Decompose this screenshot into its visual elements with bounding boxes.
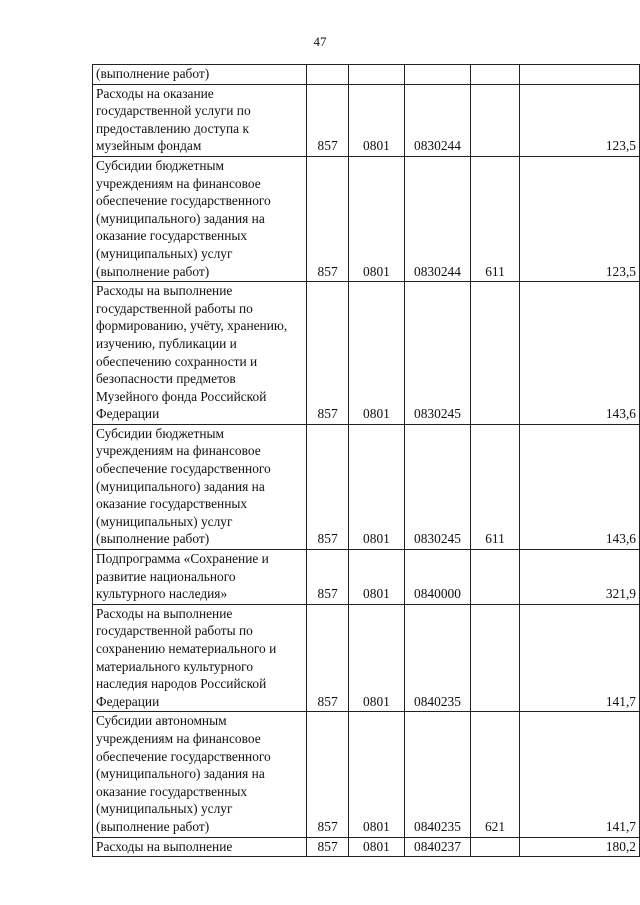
expense-type-cell xyxy=(470,282,519,425)
expense-name-line: развитие национального xyxy=(96,568,236,584)
expense-name-line: Субсидии автономным xyxy=(96,713,227,729)
expense-name-line: (выполнение работ) xyxy=(96,818,210,834)
expense-name-line: Расходы на выполнение xyxy=(96,283,233,299)
expense-name-line: безопасности предметов xyxy=(96,371,236,387)
amount-cell: 141,7 xyxy=(520,712,640,837)
expense-name-line: Расходы на выполнение xyxy=(96,605,233,621)
expense-name-line: Музейного фонда Российской xyxy=(96,388,267,404)
expense-type-cell xyxy=(470,550,519,605)
section-code-cell: 0801 xyxy=(348,712,404,837)
expense-name-line: обеспечение государственного xyxy=(96,461,271,477)
amount-cell: 123,5 xyxy=(520,156,640,281)
expense-name-line: формированию, учёту, хранению, xyxy=(96,318,288,334)
expense-name-line: учреждениям на финансовое xyxy=(96,175,261,191)
expense-type-cell xyxy=(470,604,519,712)
expense-type-cell: 621 xyxy=(470,712,519,837)
expense-name-line: оказание государственных xyxy=(96,228,248,244)
budget-table-body xyxy=(93,65,640,857)
expense-name-line: Расходы на оказание xyxy=(96,85,214,101)
expense-name-line: музейным фондам xyxy=(96,138,202,154)
expense-type-cell: 611 xyxy=(470,424,519,549)
expense-name-cell xyxy=(93,424,307,549)
department-code-cell: 857 xyxy=(307,282,349,425)
table-row xyxy=(93,424,640,549)
section-code-cell: 0801 xyxy=(348,156,404,281)
target-article-cell: 0840237 xyxy=(405,837,471,857)
expense-name-line: наследия народов Российской xyxy=(96,676,267,692)
amount-cell: 141,7 xyxy=(520,604,640,712)
expense-type-cell xyxy=(470,837,519,857)
section-code-cell: 0801 xyxy=(348,282,404,425)
department-code-cell: 857 xyxy=(307,84,349,156)
section-code-cell: 0801 xyxy=(348,604,404,712)
expense-name-cell xyxy=(93,712,307,837)
expense-name-line: Федерации xyxy=(96,406,160,422)
expense-name-cell xyxy=(93,84,307,156)
section-code-cell: 0801 xyxy=(348,424,404,549)
expense-name-line: обеспечение государственного xyxy=(96,748,271,764)
table-row xyxy=(93,837,640,857)
expense-name-line: государственной работы по xyxy=(96,300,253,316)
amount-cell xyxy=(520,65,640,85)
expense-name-line: материального культурного xyxy=(96,658,254,674)
target-article-cell: 0830244 xyxy=(405,84,471,156)
table-row xyxy=(93,712,640,837)
expense-name-cell xyxy=(93,837,307,857)
target-article-cell: 0830245 xyxy=(405,282,471,425)
expense-name-line: (выполнение работ) xyxy=(96,263,210,279)
amount-cell: 180,2 xyxy=(520,837,640,857)
expense-name-line: Подпрограмма «Сохранение и xyxy=(96,551,269,567)
expense-name-cell xyxy=(93,65,307,85)
table-row xyxy=(93,65,640,85)
expense-name-line: (муниципальных) услуг xyxy=(96,801,233,817)
department-code-cell: 857 xyxy=(307,156,349,281)
target-article-cell: 0840235 xyxy=(405,712,471,837)
expense-type-cell xyxy=(470,84,519,156)
expense-type-cell: 611 xyxy=(470,156,519,281)
department-code-cell xyxy=(307,65,349,85)
department-code-cell: 857 xyxy=(307,604,349,712)
section-code-cell: 0801 xyxy=(348,837,404,857)
expense-name-line: (муниципального) задания на xyxy=(96,210,265,226)
expense-name-cell xyxy=(93,282,307,425)
amount-cell: 143,6 xyxy=(520,424,640,549)
expense-name-line: сохранению нематериального и xyxy=(96,641,277,656)
expense-name-line: (муниципального) задания на xyxy=(96,766,265,782)
expense-name-line: Расходы на выполнение xyxy=(96,838,233,854)
expense-name-line: оказание государственных xyxy=(96,496,248,512)
expense-name-line: изучению, публикации и xyxy=(96,335,237,351)
amount-cell: 321,9 xyxy=(520,550,640,605)
expense-name-line: Субсидии бюджетным xyxy=(96,157,224,173)
table-row xyxy=(93,156,640,281)
expense-name-cell xyxy=(93,156,307,281)
department-code-cell: 857 xyxy=(307,837,349,857)
table-row xyxy=(93,282,640,425)
target-article-cell xyxy=(405,65,471,85)
expense-name-line: (муниципального) задания на xyxy=(96,478,265,494)
expense-name-line: учреждениям на финансовое xyxy=(96,730,261,746)
department-code-cell: 857 xyxy=(307,550,349,605)
table-row xyxy=(93,84,640,156)
target-article-cell: 0830245 xyxy=(405,424,471,549)
target-article-cell: 0840235 xyxy=(405,604,471,712)
budget-table xyxy=(92,64,640,857)
expense-name-line: (муниципальных) услуг xyxy=(96,513,233,529)
section-code-cell xyxy=(348,65,404,85)
expense-name-line: Федерации xyxy=(96,693,160,709)
expense-name-line: государственной работы по xyxy=(96,623,253,639)
table-row xyxy=(93,604,640,712)
expense-name-line: учреждениям на финансовое xyxy=(96,443,261,459)
table-row xyxy=(93,550,640,605)
section-code-cell: 0801 xyxy=(348,550,404,605)
expense-name-line: (выполнение работ) xyxy=(96,66,210,81)
expense-name-cell xyxy=(93,550,307,605)
amount-cell: 123,5 xyxy=(520,84,640,156)
target-article-cell: 0830244 xyxy=(405,156,471,281)
expense-name-line: (муниципальных) услуг xyxy=(96,245,233,261)
section-code-cell: 0801 xyxy=(348,84,404,156)
expense-name-cell xyxy=(93,604,307,712)
department-code-cell: 857 xyxy=(307,712,349,837)
target-article-cell: 0840000 xyxy=(405,550,471,605)
expense-name-line: культурного наследия» xyxy=(96,586,228,602)
department-code-cell: 857 xyxy=(307,424,349,549)
expense-name-line: предоставлению доступа к xyxy=(96,120,249,136)
expense-type-cell xyxy=(470,65,519,85)
expense-name-line: оказание государственных xyxy=(96,783,248,799)
amount-cell: 143,6 xyxy=(520,282,640,425)
expense-name-line: (выполнение работ) xyxy=(96,531,210,547)
expense-name-line: Субсидии бюджетным xyxy=(96,425,224,441)
expense-name-line: обеспечение государственного xyxy=(96,193,271,209)
expense-name-line: государственной услуги по xyxy=(96,103,251,119)
expense-name-line: обеспечению сохранности и xyxy=(96,353,258,369)
page-number: 47 xyxy=(313,34,327,49)
